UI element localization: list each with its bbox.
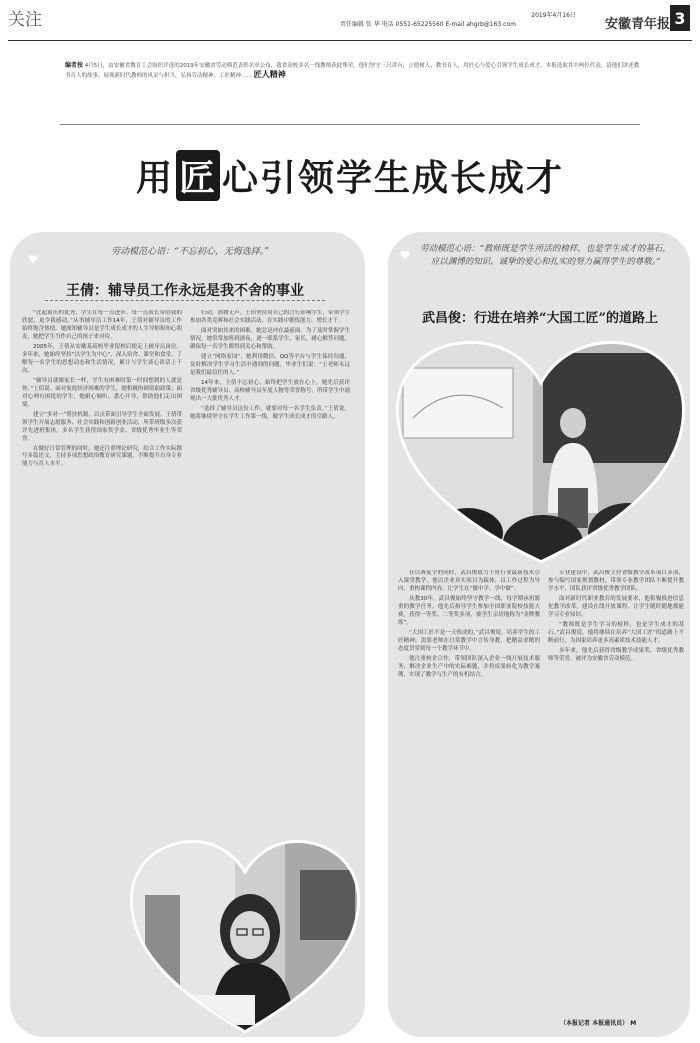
masthead-info (340, 10, 580, 28)
editor-line: 责任编辑 张 华 电话 0551-65225560 E-mail ahgrb@163.com (340, 21, 516, 28)
end-mark: M (630, 1020, 637, 1027)
page-number: 3 (670, 5, 690, 31)
paragraph: 2005年，王倩从安徽某高校毕业留校后便走上辅导员岗位。多年来，她始终坚持“以学生为中心”，深入宿舍、课堂和食堂，了解每一名学生的思想动态和生活情况，累计与学生谈心谈话上千次。 (22, 343, 182, 374)
paragraph: 面对新时代职业教育的发展要求，他积极推进信息化教学改革，建设在线开放课程，让学生随时随地都能学习专业知识。 (548, 595, 684, 618)
editor-note-text: 4月5日，由安徽省教育工会组织评选的2019年安徽省劳动模范表彰名单公布，我省高校多名一线教师获此殊荣。他们坚守三尺讲台，立德树人、教书育人，用匠心与爱心引领学生成长成才。本报选取其中两位代表，请他们讲述教书育人的故事，展现新时代教师的风采与担当，弘扬劳动精神、工匠精神…… (65, 63, 640, 80)
paragraph: 建立“网络家园”，她利用微信、QQ等平台与学生保持沟通，及时解决学生学习生活中遇到的问题。毕业生们说：“王老师永远是我们最信任的人。” (190, 353, 350, 376)
headline-key-char: 匠 (176, 150, 220, 201)
left-title-rule (45, 300, 325, 301)
paragraph: 14年来，王倩不忘初心，始终把学生放在心上。她先后获评省级优秀辅导员、高校辅导员年度人物等荣誉称号，所带学生中涌现出一大批优秀人才。 (190, 379, 350, 402)
editor-note-label: 编者按 (65, 62, 84, 69)
heart-photo-classroom (393, 338, 688, 563)
paragraph: “选择了辅导员这份工作，就要对每一名学生负责。”王倩说，她将继续坚守在学生工作第一线，做学生成长成才的引路人。 (190, 405, 350, 420)
paragraph: 行动，润物无声。王倩坚持用自己的言行影响学生，带领学生参加各类竞赛和社会实践活动，在实践中锻炼能力、增长才干。 (190, 310, 350, 324)
paragraph: 在以赛促学的同时，武昌俊致力于将行业最新技术引入课堂教学，他以企业真实项目为载体，以工作过程为导向，重构课程内容，让学生在“做中学、学中做”。 (398, 570, 540, 592)
paper-logo: 安徽青年报 (605, 16, 671, 32)
intro-rule (60, 124, 640, 125)
byline-text: （本报记者 本报通讯员） (560, 1020, 629, 1027)
byline (560, 1018, 688, 1027)
paragraph: 多年来，他先后获得省级教学成果奖、省级优秀教师等荣誉，被评为安徽省劳动模范。 (548, 647, 684, 662)
left-story-motto: 劳动模范心语：“不忘初心，无悔选择。” (111, 247, 269, 257)
left-story-title: 王倩：辅导员工作永远是我不舍的事业 (66, 283, 304, 299)
editor-note-ending: 匠人精神 (253, 70, 286, 80)
right-story-motto: 劳动模范心语：“教师既是学生所活的榜样，也是学生成才的基石，应以渊博的知识、诚挚的爱心和扎实的努力赢得学生的尊敬。” (420, 244, 671, 267)
paragraph: 在做好日常管理的同时，她还注重理论研究，结合工作实际撰写多篇论文，主持多项思想政治教育研究课题，不断提升自身专业能力与育人水平。 (22, 445, 182, 468)
paragraph: “比起简历的优秀，学生在每一点进步、每一点成长带给我的欣慰，更令我感动。”从事辅导员工作14年，王倩对辅导员的工作始终饱含热情。她深知辅导员是学生成长成才的人生导师和知心朋友，她把学生当作自己的孩子来对待。 (22, 310, 182, 340)
heart-photo-teacher (125, 835, 365, 1035)
left-column-2 (190, 310, 350, 790)
paragraph: “辅导员就像家长一样，学生有困难时第一时间想到的人就是你。”王倩说。面对家庭经济困难的学生，她积极协调资助政策；面对心理有困扰的学生，她耐心倾听、悉心开导，帮助他们走出困境。 (22, 377, 182, 408)
headline-after: 心引领学生成长成才 (222, 157, 565, 199)
paragraph: 专业建设中，武昌俊主持省级教学改革项目多项，参与编写国家规划教材，带领专业教学团队不断提升教学水平，团队获评省级优秀教学团队。 (548, 570, 684, 592)
masthead-rule (8, 40, 692, 41)
editor-note (65, 62, 640, 118)
paragraph: 建立“多对一”帮扶机制，以点带面引导学生全面发展。王倩带领学生开展志愿服务、社会实践和创新创业活动，所带班级多次获评先进班集体，多名学生获得国家奖学金、省级优秀毕业生等荣誉。 (22, 411, 182, 442)
paragraph: 从教30年，武昌俊始终坚守教学一线，每学期承担繁重的教学任务。他先后指导学生参加全国职业院校技能大赛，获得一等奖、二等奖多项，被学生亲切地称为“金牌教练”。 (398, 595, 540, 626)
section-label: 关注 (8, 10, 42, 30)
right-column-1 (398, 570, 540, 1025)
page-headline (0, 150, 700, 201)
paragraph: “教师既是学生学习的榜样，也是学生成才的基石。”武昌俊说，他将继续在培养“大国工匠”的道路上不断前行，为国家培养更多高素质技术技能人才。 (548, 621, 684, 644)
paragraph: “大国工匠不是一天炼成的。”武昌俊说，培养学生的工匠精神，需要老师在日常教学中言传身教，把精益求精的态度贯穿到每一个教学环节中。 (398, 629, 540, 652)
headline-before: 用 (135, 157, 174, 199)
paragraph: 面对突如其来的困难，她总是冲在最前面。为了及时掌握学生情况，她常常加班到深夜，逐一联系学生、家长，耐心解答问题，确保每一名学生都得到关心和帮助。 (190, 327, 350, 350)
right-column-2 (548, 570, 684, 1010)
paragraph: 他注重校企合作，带领团队深入企业一线开展技术服务，解决企业生产中的实际难题，并将成果转化为教学案例，实现了教学与生产的有机结合。 (398, 655, 540, 678)
right-story-title: 武昌俊：行进在培养“大国工匠”的道路上 (422, 311, 658, 326)
issue-date: 2019年4月16日 (531, 12, 576, 19)
heart-icon (400, 250, 410, 260)
heart-icon (28, 254, 38, 264)
left-column-1 (22, 310, 182, 885)
